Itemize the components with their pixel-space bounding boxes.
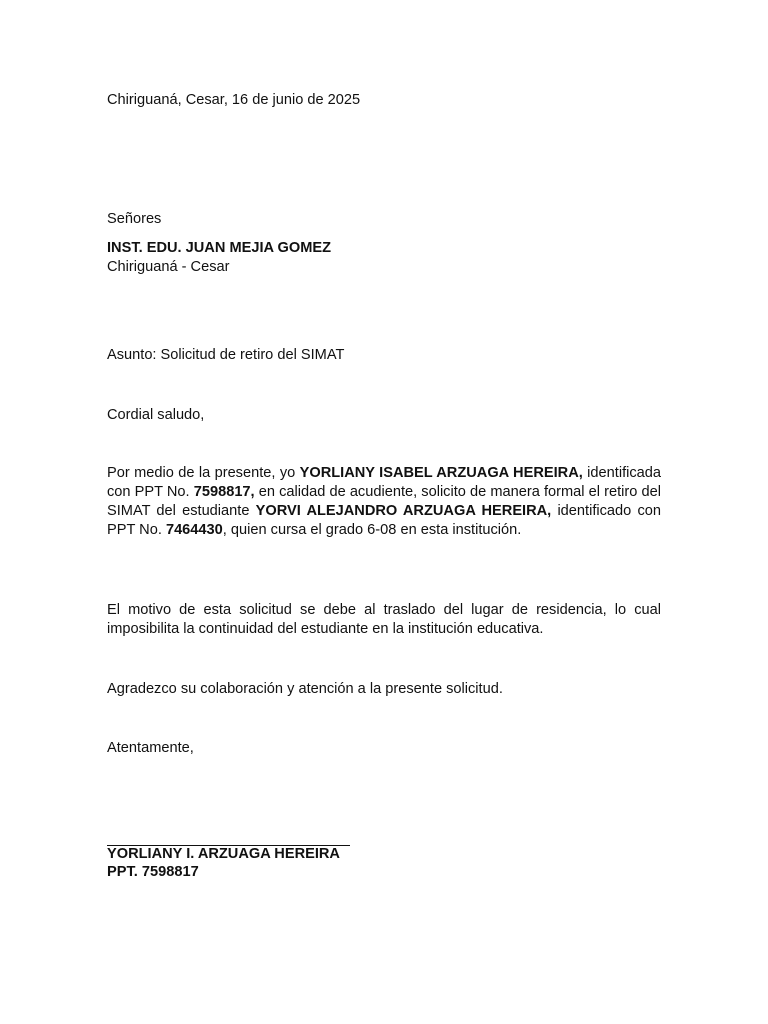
greeting: Cordial saludo, bbox=[107, 407, 205, 423]
signature-id: PPT. 7598817 bbox=[107, 864, 199, 880]
body-p1-text-3: en calidad de acudiente, solicito de manera formal el retiro del SIMAT del estudiante bbox=[107, 484, 661, 519]
body-p1-text-1: Por medio de la presente, yo bbox=[107, 465, 300, 481]
recipient-location: Chiriguaná - Cesar bbox=[107, 259, 230, 275]
student-name: YORVI ALEJANDRO ARZUAGA HEREIRA, bbox=[255, 503, 552, 519]
signature-name: YORLIANY I. ARZUAGA HEREIRA bbox=[107, 846, 340, 862]
subject-line: Asunto: Solicitud de retiro del SIMAT bbox=[107, 347, 345, 363]
recipient-salutation: Señores bbox=[107, 211, 162, 227]
date-line: Chiriguaná, Cesar, 16 de junio de 2025 bbox=[107, 92, 361, 108]
closing: Atentamente, bbox=[107, 740, 194, 756]
recipient-institution: INST. EDU. JUAN MEJIA GOMEZ bbox=[107, 240, 332, 256]
body-p1-text-5: , quien cursa el grado 6-08 en esta institución. bbox=[222, 522, 522, 538]
body-paragraph-3: Agradezco su colaboración y atención a la presente solicitud. bbox=[107, 681, 503, 697]
body-p1-text-4: identificado con PPT No. bbox=[107, 503, 661, 538]
guardian-name: YORLIANY ISABEL ARZUAGA HEREIRA, bbox=[299, 465, 583, 481]
body-p1-text-2: identificada con PPT No. bbox=[107, 465, 662, 500]
body-paragraph-2: El motivo de esta solicitud se debe al traslado del lugar de residencia, lo cual imposibilita la continuidad del estudiante en la institución educativa. bbox=[107, 602, 661, 637]
guardian-ppt: 7598817, bbox=[193, 484, 255, 500]
student-ppt: 7464430 bbox=[165, 522, 223, 538]
body-paragraph-1 bbox=[107, 464, 661, 540]
